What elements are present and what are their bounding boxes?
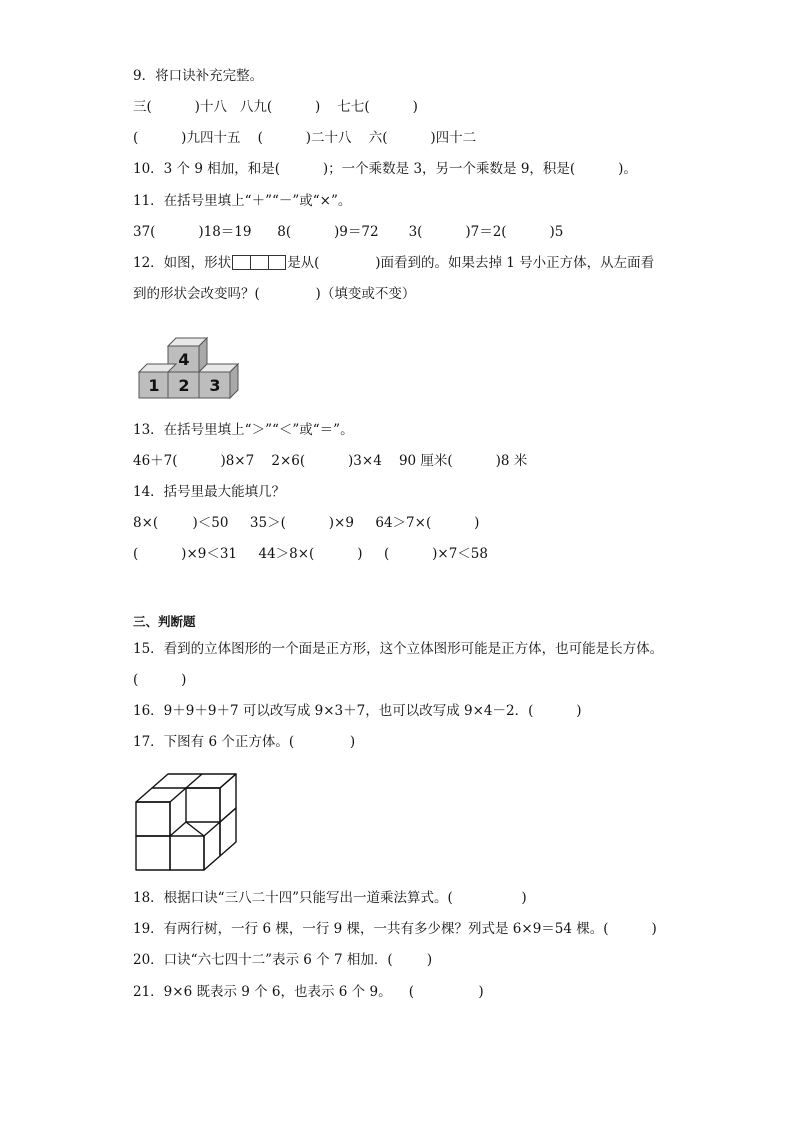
q11-line: 37( )18＝19 8( )9＝72 3( )7＝2( )5 [133,224,564,240]
q10: 10．3 个 9 相加，和是( )；一个乘数是 3，另一个乘数是 9，积是( )。 [133,161,637,177]
q17: 17．下图有 6 个正方体。( ) [133,734,356,750]
section-3-heading: 三、判断题 [133,614,196,629]
q11-title: 11．在括号里填上“＋”“－”或“×”。 [133,193,352,209]
q15-line1: 15．看到的立体图形的一个面是正方形，这个立体图形可能是正方体，也可能是长方体。 [133,641,664,657]
cube-label-3: 3 [209,376,221,395]
q14-line2: ( )×9＜31 44＞8×( ) ( )×7＜58 [133,546,488,562]
q20: 20．口诀“六七四十二”表示 6 个 7 相加．( ) [133,952,433,968]
cube-label-4: 4 [178,350,190,369]
q9-line2: ( )九四十五 ( )二十八 六( )四十二 [133,130,477,146]
cube-label-2: 2 [178,376,190,395]
three-square-strip [232,255,286,270]
q14-title: 14．括号里最大能填几？ [133,484,286,500]
cube-label-1: 1 [148,376,160,395]
q12-before: 12．如图，形状 [133,255,232,271]
q9-line1: 三( )十八 八九( ) 七七( ) [133,99,418,115]
q18: 18．根据口诀“三八二十四”只能写出一道乘法算式。( ) [133,890,527,906]
cube-figure-q17 [132,770,238,872]
q15-line2: ( ) [133,672,187,688]
q12-line1 [133,254,654,272]
q12-line2: 到的形状会改变吗？( )（填变或不变） [133,286,416,302]
q19: 19．有两行树，一行 6 棵，一行 9 棵，一共有多少棵？列式是 6×9＝54 棵。( ) [133,921,657,937]
q16: 16．9＋9＋9＋7 可以改写成 9×3＋7，也可以改写成 9×4－2．( ) [133,703,582,719]
q21: 21．9×6 既表示 9 个 6，也表示 6 个 9。 ( ) [133,984,484,1000]
q13-title: 13．在括号里填上“＞”“＜”或“＝”。 [133,422,354,438]
cube-figure-q12 [136,326,246,402]
q14-line1: 8×( )＜50 35＞( )×9 64＞7×( ) [133,515,480,531]
q12-after: 是从( )面看到的。如果去掉 1 号小正方体，从左面看 [287,255,655,271]
q9-title: 9．将口诀补充完整。 [133,68,264,84]
q13-line: 46＋7( )8×7 2×6( )3×4 90 厘米( )8 米 [133,453,528,469]
